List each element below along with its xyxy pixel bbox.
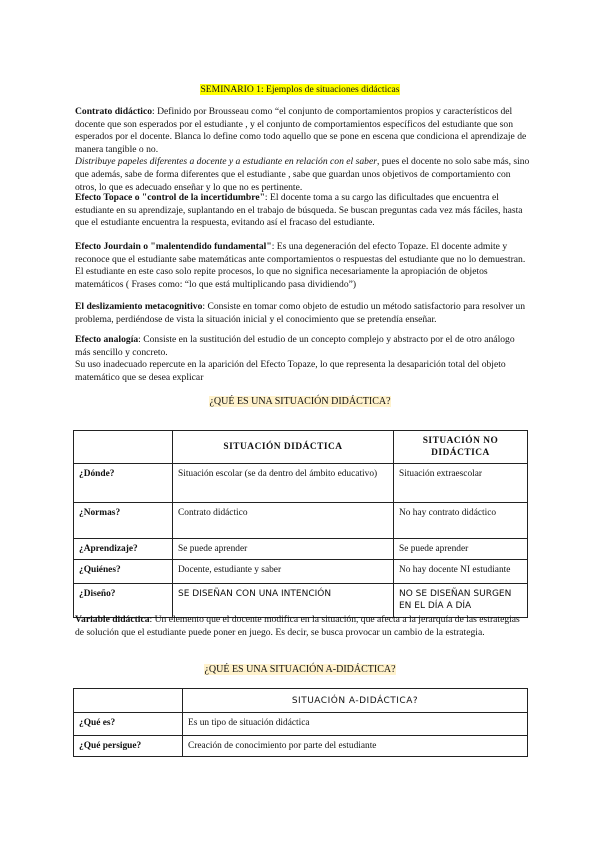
table-row: ¿Aprendizaje? Se puede aprender Se puede aprender [74,539,528,560]
document-title: SEMINARIO 1: Ejemplos de situaciones didácticas [200,84,400,95]
table-situacion-adidactica [73,688,528,757]
table-row: ¿Qué es? Es un tipo de situación didáctica [74,713,528,736]
table-row: ¿Dónde? Situación escolar (se da dentro del ámbito educativo) Situación extraescolar [74,464,528,503]
paragraph-variable: Variable didáctica: Un elemento que el docente modifica en la situación, que afecta a la jerarquía de las estrategias de solución que el estudiante puede poner en juego. Es decir, se busca provocar un cambio de la estrategia. [75,614,520,638]
paragraph-deslizamiento: El deslizamiento metacognitivo: Consiste en tomar como objeto de estudio un método satisfactorio para resolver un problema, perdiéndose de vista la situación inicial y el conocimiento que se pretendía enseñar. [75,301,526,325]
table-row: ¿Normas? Contrato didáctico No hay contrato didáctico [74,503,528,539]
heading-situacion-didactica: ¿QUÉ ES UNA SITUACIÓN DIDÁCTICA? [209,396,391,407]
table-situacion-didactica [73,430,528,618]
paragraph-jourdain: Efecto Jourdain o "malentendido fundamental": Es una degeneración del efecto Topaze. El docente admite y reconoce que el estudiante sabe matemáticas ante comportamientos o respuestas del estudiante que no lo demuestran. El estudiante en este caso solo repite procesos, lo que no significa necesariamente la apropiación de objetos matemáticos ( Frases como: “lo que está multiplicando pasa dividiendo”) [75,241,526,290]
table-header-row: SITUACIÓN DIDÁCTICA SITUACIÓN NO DIDÁCTICA [74,431,528,464]
paragraph-topaze: Efecto Topace o "control de la incertidumbre": El docente toma a su cargo las dificultades que encuentra el estudiante en su aprendizaje, suplantando en el trabajo de búsqueda. Se buscan preguntas cada vez más fáciles, hasta que el estudiante encuentra la respuesta, evitando así el fracaso del estudiante. [75,192,523,229]
table-row: ¿Qué persigue? Creación de conocimiento por parte del estudiante [74,736,528,757]
heading-situacion-adidactica: ¿QUÉ ES UNA SITUACIÓN A-DIDÁCTICA? [204,664,396,675]
paragraph-contrato: Contrato didáctico: Definido por Brousseau como “el conjunto de comportamientos propios y característicos del docente que son esperados por el estudiante , y el conjunto de comportamientos específicos del estudiante que son esperados por el docente. Blanca lo define como todo aquello que se pone en escena que condiciona el aprendizaje de manera tangible o no. Distribuye papeles diferentes a docente y a estudiante en relación con el saber, pues el docente no solo sabe más, sino que además, sabe de forma diferentes que el estudiante , sabe que guardan unos objetivos de comportamiento con otros, lo que es adecuado enseñar y lo que no es pertinente. [75,106,530,193]
table-row: ¿Diseño? SE DISEÑAN CON UNA INTENCIÓN NO SE DISEÑAN SURGEN EN EL DÍA A DÍA [74,584,528,618]
table-header-row: SITUACIÓN A-DIDÁCTICA? [74,689,528,713]
paragraph-analogia: Efecto analogía: Consiste en la sustitución del estudio de un concepto complejo y abstracto por el de otro análogo más sencillo y concreto. Su uso inadecuado repercute en la aparición del Efecto Topaze, lo que representa la desaparición total del objeto matemático que se desea explicar [75,334,515,383]
table-row: ¿Quiénes? Docente, estudiante y saber No hay docente NI estudiante [74,560,528,584]
term: Contrato didáctico [75,106,153,117]
